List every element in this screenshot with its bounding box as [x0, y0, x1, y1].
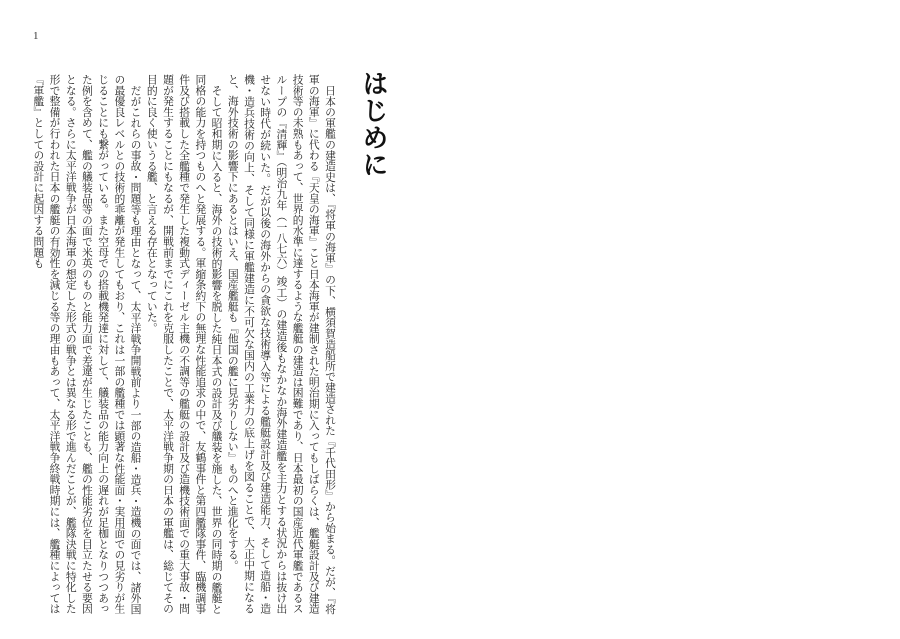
paragraph-3: だがこれらの事故・問題等も理由となって、太平洋戦争開戦前より一部の造船・造兵・造機の面では、諸外国の最優良レベルとの技術的乖離が発生してもおり、これは一部の艦種では顕著な性能面・実用面での見劣りが生じることにも繋がっている。また空母での搭載機発達に対して、艤装品の能力向上の遅れが足枷となりつつあった例を含めて、艦の艤装品等の面で米英のものと能力面で差違が生じたことも、艦の性能劣位を目立たせる要因となる。さらに太平洋戦争が日本海軍の想定した形式の戦争とは異なる形で進んだことが、艦隊決戦に特化した形で整備が行われた日本の艦艇の有効性を減じる等の理由もあって、太平洋戦争終戦時期には、艦種によっては『軍艦』としての設計に起因する問題も	[32, 74, 143, 614]
page-number: 1	[33, 30, 39, 42]
paragraph-2: そして昭和期に入ると、海外の技術的影響を脱した純日本式の設計及び艤装を施した、世界の同時期の艦艇と同格の能力を持つものへと発展する。軍縮条約下の無理な性能追求の中で、友鶴事件と第四艦隊事件、臨機調事件及び搭載した全艦種で発生した複動式ディーゼル主機の不調等の艦艇の設計及び造機技術面での重大事故・問題が発生することにもなるが、開戦前までにこれを克服したことで、太平洋戦争期の日本の軍艦は、総じてその目的に良く使いうる艦、と言える存在となっていた。	[145, 74, 224, 614]
paragraph-1: 日本の軍艦の建造史は、『将軍の海軍』の下、横須賀造船所で建造された『千代田形』から始まる。だが、『将軍の海軍』に代わる『天皇の海軍』こと日本海軍が建制された明治期に入ってもしばらくは、艦艇設計及び建造技術等の未熟もあって、世界的水準に達するような艦艇の建造は困難であり、日本最初の国産近代軍艦であるスループの『清輝』（明治九年（一八七六）竣工）の建造後もなかなか海外建造艦を主力とする状況からは抜け出せない時代が続いた。だが以後の海外からの貪欲な技術導入等による艦艇設計及び建造能力、そして造船・造機・造兵技術の向上、そして同様に軍艦建造に不可欠な国内の工業力の底上げを図ることで、大正中期になると、海外技術の影響下にあるとはいえ、国産艦艇も『他国の艦に見劣りしない』ものへと進化をする。	[226, 74, 337, 614]
page-title: はじめに	[358, 70, 388, 178]
body-text	[32, 74, 338, 614]
